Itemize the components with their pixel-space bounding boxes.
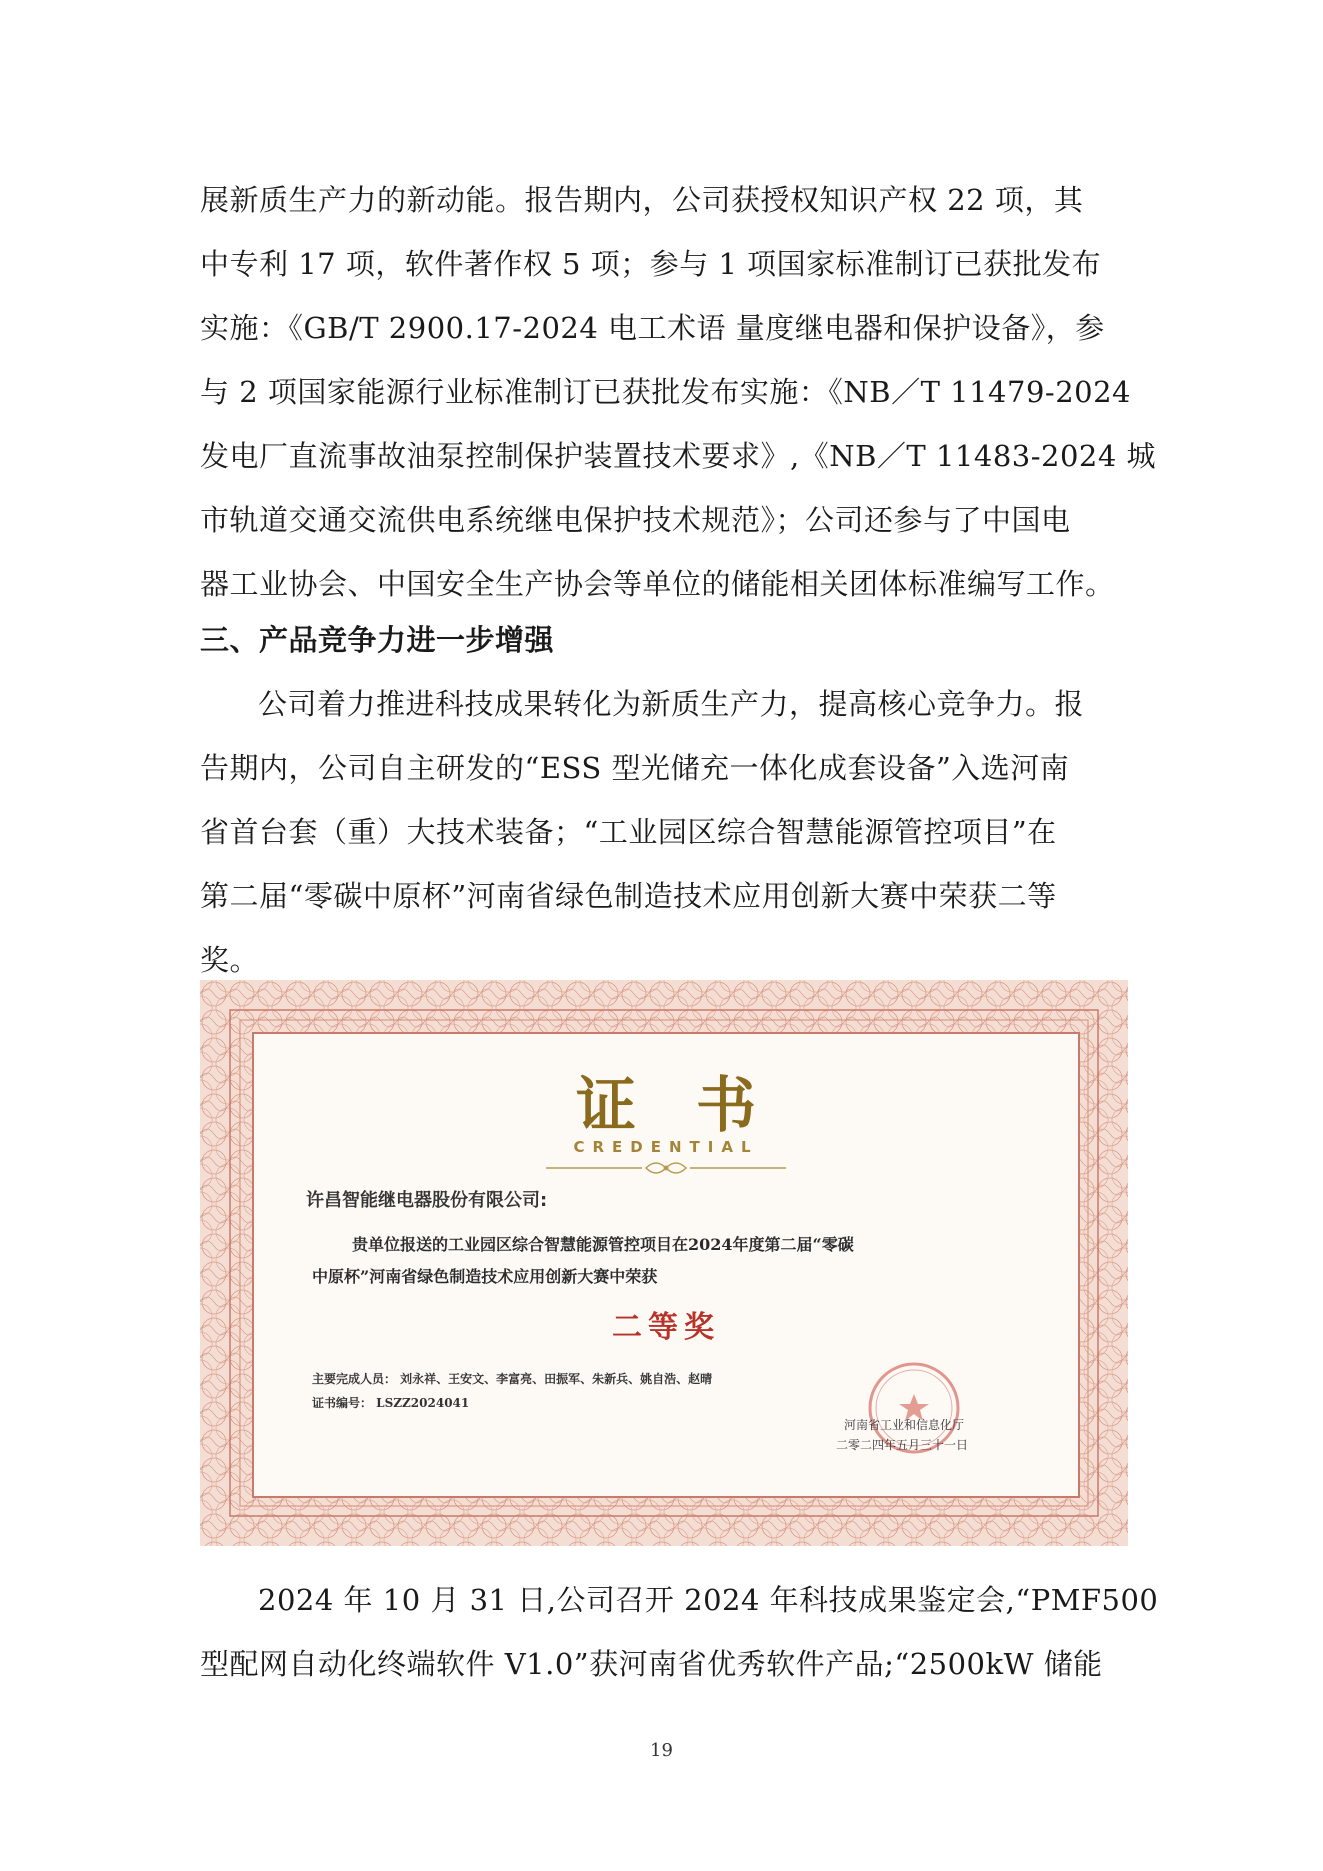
text-line: 省首台套（重）大技术装备；“工业园区综合智慧能源管控项目”在 [200,815,1057,849]
page-number: 19 [650,1740,673,1761]
text-line: 奖。 [200,943,260,977]
certificate-body-line: 贵单位报送的工业园区综合智慧能源管控项目在2024年度第二届“零碳 [352,1235,854,1254]
text-line: 展新质生产力的新动能。报告期内，公司获授权知识产权 22 项，其 [200,183,1084,217]
certificate-number: 证书编号： LSZZ2024041 [312,1396,470,1410]
paragraph-competitiveness [200,672,1130,992]
text-line: 实施：《GB/T 2900.17-2024 电工术语 量度继电器和保护设备》，参 [200,311,1105,345]
text-line: 中专利 17 项，软件著作权 5 项；参与 1 项国家标准制订已获批发布 [200,247,1102,281]
paragraph-appraisal [200,1568,1159,1696]
certificate-issuer: 河南省工业和信息化厅 [844,1418,965,1432]
text-line: 与 2 项国家能源行业标准制订已获批发布实施：《NB／T 11479-2024 [200,375,1131,409]
text-line: 发电厂直流事故油泵控制保护装置技术要求》,《NB／T 11483-2024 城 [200,439,1157,473]
text-line: 公司着力推进科技成果转化为新质生产力，提高核心竞争力。报 [258,687,1085,721]
text-line: 2024 年 10 月 31 日,公司召开 2024 年科技成果鉴定会,“PMF500 [258,1583,1159,1617]
text-line: 器工业协会、中国安全生产协会等单位的储能相关团体标准编写工作。 [200,567,1115,601]
section-heading: 三、产品竞争力进一步增强 [200,623,555,657]
text-line: 市轨道交通交流供电系统继电保护技术规范》；公司还参与了中国电 [200,503,1071,537]
certificate-award: 二等奖 [612,1310,720,1345]
certificate-panel [252,1032,1080,1498]
certificate-title: 证书 [576,1071,816,1141]
ornament-divider [546,1158,786,1178]
text-line: 型配网自动化终端软件 V1.0”获河南省优秀软件产品;“2500kW 储能 [200,1647,1103,1681]
text-line: 告期内，公司自主研发的“ESS 型光储充一体化成套设备”入选河南 [200,751,1070,785]
paragraph-ip-standards [200,168,1157,616]
certificate-image [200,980,1128,1546]
certificate-subtitle: CREDENTIAL [573,1138,759,1156]
certificate-recipient: 许昌智能继电器股份有限公司: [306,1190,548,1211]
text-line: 第二届“零碳中原杯”河南省绿色制造技术应用创新大赛中荣获二等 [200,879,1057,913]
certificate-members: 主要完成人员： 刘永祥、王安文、李富亮、田振军、朱新兵、姚自浩、赵晴 [312,1372,713,1386]
certificate-body-line: 中原杯”河南省绿色制造技术应用创新大赛中荣获 [312,1267,658,1286]
certificate-date: 二零二四年五月三十一日 [836,1438,969,1452]
